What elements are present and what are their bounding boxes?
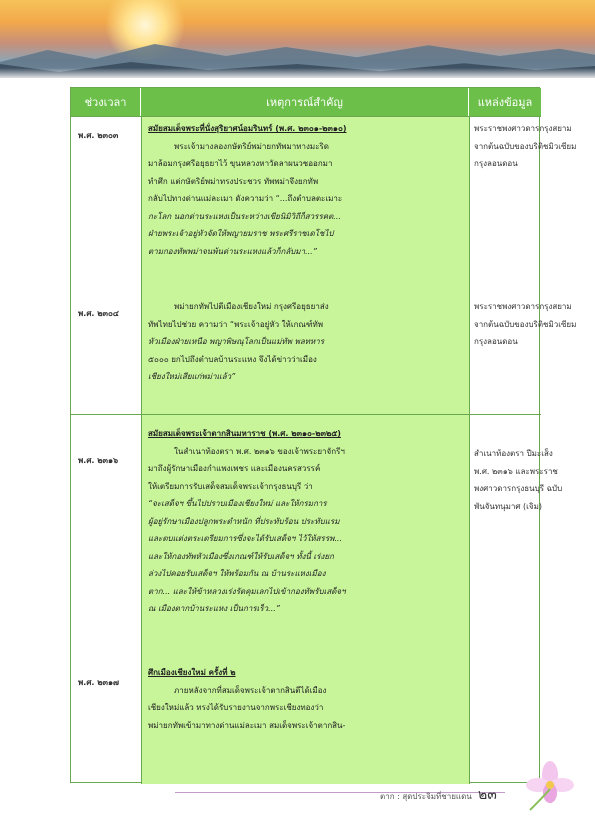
row-date: พ.ศ. ๒๓๐๓ — [78, 131, 119, 140]
mist — [0, 68, 595, 78]
divider — [71, 414, 541, 415]
event-line: ให้เตรียมการรับเสด็จสมเด็จพระเจ้ากรุงธนบุรี ว่า — [148, 481, 313, 491]
event-line: กลับไปทางด่านแม่ละเมา ดังความว่า “...ถึงตำบลตะเมาะ — [148, 194, 343, 203]
source-line: พระราชพงศาวดารกรุงสยาม — [474, 124, 572, 133]
event-line: ในสำเนาท้องตรา พ.ศ. ๒๓๑๖ ของเจ้าพระยาจักรีฯ — [174, 446, 345, 456]
row-event — [148, 120, 460, 260]
event-line: ผู้อยู่รักษาเมืองปลูกพระตำหนัก ที่ประทับร้อน ประทับแรม — [148, 516, 340, 526]
section-title: สมัยสมเด็จพระที่นั่งสุริยาศน์อมรินทร์ (พ.ศ. ๒๓๐๑-๒๓๑๐) — [148, 124, 347, 133]
source-line: พระราชพงศาวดารกรุงสยาม — [474, 302, 572, 311]
row-source — [474, 445, 592, 515]
event-line: ฝ่ายพระเจ้าอยู่หัวจัดให้พญายมราช พระศรีราชเดโชไป — [148, 229, 334, 238]
event-line: มาล้อมกรุงศรีอยุธยาไว้ ขุนหลวงหาวัดลาผนวชออกมา — [148, 159, 333, 168]
event-line: พม่ายกทัพเข้ามาทางด่านแม่ละเมา สมเด็จพระเจ้าตากสิน- — [148, 720, 346, 730]
event-line: ๕๐๐๐ ยกไปถึงตำบลบ้านระแหง จึงได้ข่าวว่าเมือง — [148, 354, 317, 364]
divider — [469, 116, 470, 784]
event-line: และให้กองทัพหัวเมืองซึ่งเกณฑ์ให้รับเสด็จฯ ทั้งนี้ เร่งยก — [148, 551, 334, 561]
source-line: พ.ศ. ๒๓๑๖ และพระราช — [474, 466, 558, 476]
source-line: จากต้นฉบับของบริติชมิวเซียม — [474, 319, 577, 329]
event-line: กะโลก นอกด่านระแหงเป็นระหว่างเขียนิมิวิถีก็สวรรคต... — [148, 211, 341, 221]
event-line: ณ เมืองตากบ้านระแหง เป็นการเร็ว...” — [148, 604, 280, 613]
event-line: หัวเมืองฝ่ายเหนือ พญาพิษณุโลกเป็นแม่ทัพ พลทหาร — [148, 337, 325, 346]
page-number: ๒๓ — [478, 787, 497, 803]
row-date: พ.ศ. ๒๓๑๗ — [78, 678, 120, 687]
row-event — [148, 664, 460, 734]
event-line: พระเจ้ามางลองกษัตริย์พม่ายกทัพมาทางมะริด — [174, 141, 329, 151]
orchid-flower-icon — [520, 755, 580, 815]
header-event: เหตุการณ์สำคัญ — [141, 88, 469, 116]
section-title: สมัยสมเด็จพระเจ้าตากสินมหาราช (พ.ศ. ๒๓๑๐-๒๓๒๕) — [148, 429, 341, 438]
source-line: พันจันทนุมาศ (เจิม) — [474, 501, 542, 511]
header-banner — [0, 0, 595, 78]
event-line: ล่วงไปคอยรับเสด็จฯ ให้พร้อมกัน ณ บ้านระแหงเมือง — [148, 569, 326, 578]
row-source — [474, 120, 592, 173]
row-source — [474, 298, 592, 351]
event-line: ทำศึก แต่กษัตริย์พม่าทรงประชวร ทัพพม่าจึงยกทัพ — [148, 176, 319, 186]
divider — [141, 116, 142, 784]
event-line: เชียงใหม่เสียแก่พม่าแล้ว” — [148, 372, 236, 381]
row-date: พ.ศ. ๒๓๐๔ — [78, 309, 119, 318]
divider — [71, 116, 541, 117]
event-line: ทัพไทยไปช่วย ความว่า “พระเจ้าอยู่หัว ให้เกณฑ์ทัพ — [148, 319, 324, 329]
source-line: กรุงลอนดอน — [474, 159, 518, 168]
source-line: พงศาวดารกรุงธนบุรี ฉบับ — [474, 484, 563, 493]
row-event — [148, 298, 460, 386]
row-date: พ.ศ. ๒๓๑๖ — [78, 456, 119, 465]
source-line: กรุงลอนดอน — [474, 337, 518, 346]
source-line: สำเนาท้องตรา ปีมะเส็ง — [474, 449, 553, 458]
event-line: ตามกองทัพพม่าจนพ้นด่านระแหงแล้วก็กลับมา...” — [148, 246, 317, 256]
section-title: ศึกเมืองเชียงใหม่ ครั้งที่ ๒ — [148, 668, 236, 677]
event-line: เชียงใหม่แล้ว ทรงได้รับรายงานจากพระเชียงทองว่า — [148, 703, 324, 712]
header-source: แหล่งข้อมูล — [469, 88, 541, 116]
event-line: มาถึงผู้รักษาเมืองกำแพงเพชร และเมืองนครสวรรค์ — [148, 464, 321, 473]
event-line: และตบแต่งตระเตรียมการซึ่งจะได้รับเสด็จฯ ไว้ให้สรรพ... — [148, 534, 343, 543]
event-line: ภายหลังจากที่สมเด็จพระเจ้าตากสินตีได้เมือง — [174, 685, 327, 695]
event-line: พม่ายกทัพไปตีเมืองเชียงใหม่ กรุงศรีอยุธยาส่ง — [174, 302, 329, 311]
source-line: จากต้นฉบับของบริติชมิวเซียม — [474, 141, 577, 151]
row-event — [148, 425, 460, 618]
header-time: ช่วงเวลา — [71, 88, 141, 116]
event-line: ตาก... และให้ข้าหลวงเร่งรัดคุมเลกไปเข้ากองทัพรับเสด็จฯ — [148, 586, 346, 596]
footer-text: ตาก : สุดประจิมที่ชายแดน — [380, 792, 472, 801]
event-line: “จะเสด็จฯ ขึ้นไปปราบเมืองเชียงใหม่ และให้กรมการ — [148, 499, 327, 508]
